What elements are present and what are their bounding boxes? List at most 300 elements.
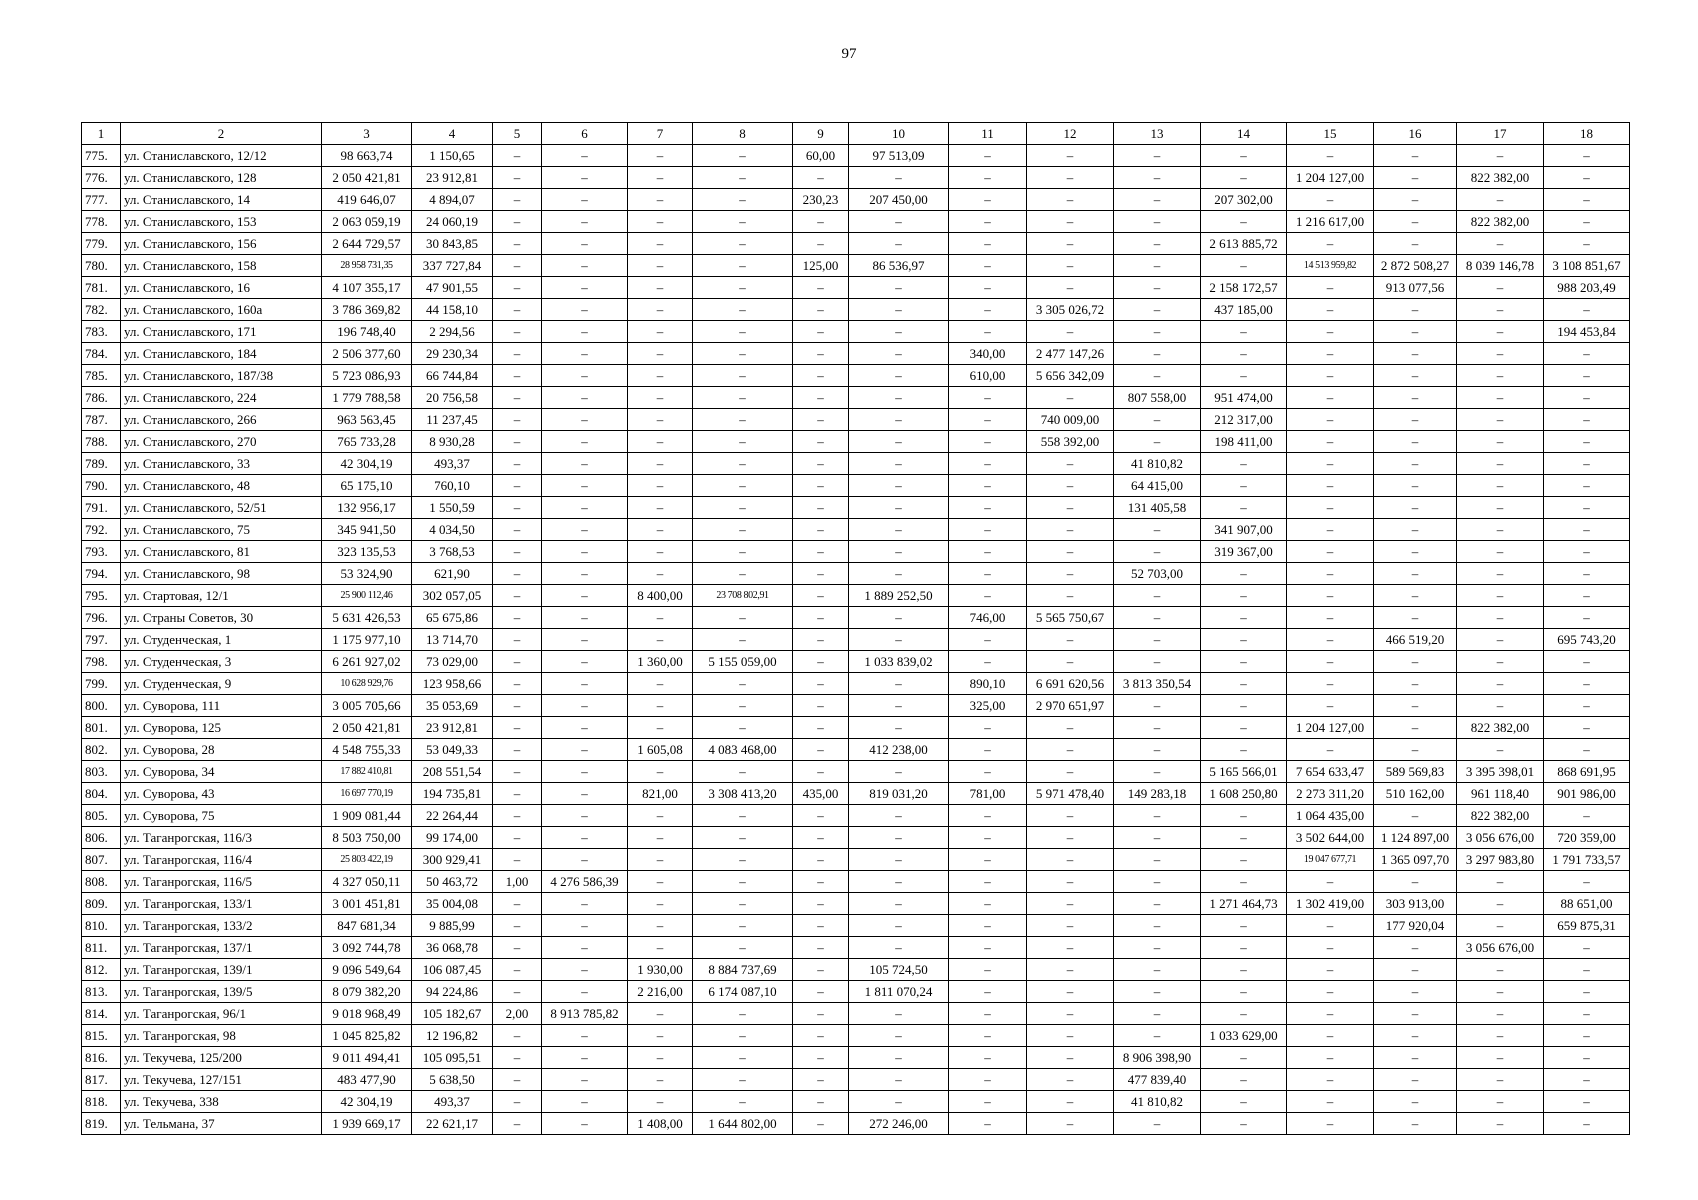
value-cell: – bbox=[1114, 761, 1201, 783]
value-cell: 41 810,82 bbox=[1114, 453, 1201, 475]
value-cell: – bbox=[1544, 651, 1630, 673]
row-number-cell: 800. bbox=[82, 695, 121, 717]
value-cell: – bbox=[493, 849, 542, 871]
value-cell: – bbox=[1114, 607, 1201, 629]
value-cell: 1 889 252,50 bbox=[849, 585, 949, 607]
value-cell: – bbox=[793, 541, 849, 563]
value-cell: – bbox=[542, 783, 628, 805]
value-cell: 2 613 885,72 bbox=[1201, 233, 1287, 255]
value-cell: – bbox=[1374, 453, 1457, 475]
value-cell: – bbox=[1287, 343, 1374, 365]
value-cell: – bbox=[1287, 475, 1374, 497]
value-cell: – bbox=[693, 453, 793, 475]
value-cell: – bbox=[1374, 981, 1457, 1003]
value-cell: – bbox=[493, 497, 542, 519]
value-cell: 99 174,00 bbox=[412, 827, 493, 849]
value-cell: – bbox=[1544, 607, 1630, 629]
value-cell: – bbox=[1027, 475, 1114, 497]
value-cell: – bbox=[949, 431, 1027, 453]
value-cell: – bbox=[1457, 563, 1544, 585]
value-cell: – bbox=[1201, 167, 1287, 189]
value-cell: – bbox=[1544, 189, 1630, 211]
value-cell: – bbox=[949, 541, 1027, 563]
value-cell: – bbox=[628, 673, 693, 695]
value-cell: – bbox=[628, 717, 693, 739]
value-cell: – bbox=[493, 453, 542, 475]
value-cell: – bbox=[1374, 1069, 1457, 1091]
value-cell: – bbox=[1457, 1069, 1544, 1091]
value-cell: – bbox=[693, 145, 793, 167]
value-cell: – bbox=[1287, 431, 1374, 453]
value-cell: 3 786 369,82 bbox=[322, 299, 412, 321]
value-cell: – bbox=[628, 607, 693, 629]
value-cell: 3 502 644,00 bbox=[1287, 827, 1374, 849]
value-cell: 8 400,00 bbox=[628, 585, 693, 607]
value-cell: – bbox=[1544, 211, 1630, 233]
value-cell: 44 158,10 bbox=[412, 299, 493, 321]
address-cell: ул. Станиславского, 187/38 bbox=[121, 365, 322, 387]
value-cell: – bbox=[1457, 409, 1544, 431]
value-cell: – bbox=[693, 1069, 793, 1091]
value-cell: 2 477 147,26 bbox=[1027, 343, 1114, 365]
value-cell: – bbox=[693, 343, 793, 365]
row-number-cell: 813. bbox=[82, 981, 121, 1003]
address-cell: ул. Таганрогская, 98 bbox=[121, 1025, 322, 1047]
value-cell: 3 005 705,66 bbox=[322, 695, 412, 717]
value-cell: – bbox=[493, 211, 542, 233]
value-cell: – bbox=[1201, 739, 1287, 761]
value-cell: – bbox=[1287, 277, 1374, 299]
value-cell: 3 768,53 bbox=[412, 541, 493, 563]
value-cell: – bbox=[1114, 629, 1201, 651]
value-cell: – bbox=[628, 915, 693, 937]
value-cell: – bbox=[1544, 981, 1630, 1003]
value-cell: 9 018 968,49 bbox=[322, 1003, 412, 1025]
value-cell: – bbox=[542, 1047, 628, 1069]
table-row bbox=[82, 937, 1630, 959]
value-cell: 212 317,00 bbox=[1201, 409, 1287, 431]
value-cell: 194 453,84 bbox=[1544, 321, 1630, 343]
address-cell: ул. Станиславского, 156 bbox=[121, 233, 322, 255]
value-cell: – bbox=[1457, 321, 1544, 343]
value-cell: 4 894,07 bbox=[412, 189, 493, 211]
value-cell: – bbox=[493, 431, 542, 453]
value-cell: 60,00 bbox=[793, 145, 849, 167]
value-cell: – bbox=[493, 607, 542, 629]
value-cell: – bbox=[1027, 717, 1114, 739]
value-cell: – bbox=[849, 431, 949, 453]
value-cell: – bbox=[1544, 299, 1630, 321]
value-cell: – bbox=[949, 453, 1027, 475]
value-cell: – bbox=[1457, 497, 1544, 519]
value-cell: 1 204 127,00 bbox=[1287, 167, 1374, 189]
value-cell: – bbox=[949, 563, 1027, 585]
value-cell: 5 971 478,40 bbox=[1027, 783, 1114, 805]
address-cell: ул. Суворова, 28 bbox=[121, 739, 322, 761]
value-cell: – bbox=[542, 849, 628, 871]
value-cell: – bbox=[793, 1025, 849, 1047]
value-cell: – bbox=[1114, 959, 1201, 981]
value-cell: – bbox=[1114, 365, 1201, 387]
value-cell: – bbox=[542, 673, 628, 695]
value-cell: – bbox=[693, 387, 793, 409]
value-cell: 8 930,28 bbox=[412, 431, 493, 453]
value-cell: – bbox=[1544, 739, 1630, 761]
value-cell: – bbox=[849, 321, 949, 343]
value-cell: – bbox=[628, 827, 693, 849]
value-cell: – bbox=[493, 167, 542, 189]
column-header: 15 bbox=[1287, 123, 1374, 145]
value-cell: 5 631 426,53 bbox=[322, 607, 412, 629]
value-cell: – bbox=[1544, 695, 1630, 717]
value-cell: – bbox=[949, 321, 1027, 343]
value-cell: – bbox=[1114, 189, 1201, 211]
value-cell: 106 087,45 bbox=[412, 959, 493, 981]
row-number-cell: 817. bbox=[82, 1069, 121, 1091]
header-row bbox=[82, 123, 1630, 145]
value-cell: – bbox=[693, 849, 793, 871]
address-cell: ул. Станиславского, 270 bbox=[121, 431, 322, 453]
value-cell: – bbox=[1544, 959, 1630, 981]
value-cell: – bbox=[793, 475, 849, 497]
value-cell: – bbox=[793, 827, 849, 849]
value-cell: 1 033 629,00 bbox=[1201, 1025, 1287, 1047]
row-number-cell: 787. bbox=[82, 409, 121, 431]
column-header: 11 bbox=[949, 123, 1027, 145]
value-cell: – bbox=[1374, 475, 1457, 497]
value-cell: – bbox=[493, 321, 542, 343]
value-cell: – bbox=[1374, 673, 1457, 695]
value-cell: – bbox=[493, 761, 542, 783]
value-cell: – bbox=[693, 1091, 793, 1113]
address-cell: ул. Суворова, 75 bbox=[121, 805, 322, 827]
value-cell: – bbox=[628, 761, 693, 783]
value-cell: – bbox=[693, 167, 793, 189]
value-cell: – bbox=[1114, 299, 1201, 321]
value-cell: – bbox=[693, 255, 793, 277]
table-row bbox=[82, 629, 1630, 651]
value-cell: 6 174 087,10 bbox=[693, 981, 793, 1003]
column-header: 5 bbox=[493, 123, 542, 145]
value-cell: – bbox=[693, 607, 793, 629]
value-cell: 493,37 bbox=[412, 453, 493, 475]
value-cell: – bbox=[628, 189, 693, 211]
value-cell: 35 053,69 bbox=[412, 695, 493, 717]
value-cell: – bbox=[1457, 387, 1544, 409]
value-cell: – bbox=[793, 321, 849, 343]
value-cell: – bbox=[1374, 321, 1457, 343]
value-cell: – bbox=[493, 1047, 542, 1069]
value-cell: – bbox=[1027, 1003, 1114, 1025]
table-body bbox=[82, 145, 1630, 1135]
row-number-cell: 785. bbox=[82, 365, 121, 387]
value-cell: – bbox=[849, 497, 949, 519]
value-cell: 610,00 bbox=[949, 365, 1027, 387]
value-cell: – bbox=[793, 299, 849, 321]
address-cell: ул. Станиславского, 184 bbox=[121, 343, 322, 365]
value-cell: – bbox=[693, 409, 793, 431]
value-cell: 1 644 802,00 bbox=[693, 1113, 793, 1135]
table-row bbox=[82, 1047, 1630, 1069]
value-cell: – bbox=[693, 365, 793, 387]
value-cell: 6 691 620,56 bbox=[1027, 673, 1114, 695]
value-cell: – bbox=[693, 541, 793, 563]
value-cell: – bbox=[1374, 1091, 1457, 1113]
value-cell: – bbox=[849, 849, 949, 871]
value-cell: – bbox=[793, 651, 849, 673]
address-cell: ул. Текучева, 125/200 bbox=[121, 1047, 322, 1069]
value-cell: 35 004,08 bbox=[412, 893, 493, 915]
table-row bbox=[82, 607, 1630, 629]
value-cell: 3 001 451,81 bbox=[322, 893, 412, 915]
table-row bbox=[82, 1025, 1630, 1047]
value-cell: – bbox=[1374, 563, 1457, 585]
value-cell: – bbox=[542, 321, 628, 343]
table-row bbox=[82, 1113, 1630, 1135]
value-cell: – bbox=[849, 453, 949, 475]
value-cell: 3 108 851,67 bbox=[1544, 255, 1630, 277]
value-cell: – bbox=[542, 343, 628, 365]
value-cell: – bbox=[1457, 871, 1544, 893]
value-cell: – bbox=[1457, 607, 1544, 629]
value-cell: – bbox=[793, 893, 849, 915]
row-number-cell: 786. bbox=[82, 387, 121, 409]
value-cell: – bbox=[1114, 695, 1201, 717]
address-cell: ул. Суворова, 43 bbox=[121, 783, 322, 805]
column-header: 16 bbox=[1374, 123, 1457, 145]
table-row bbox=[82, 805, 1630, 827]
value-cell: 207 450,00 bbox=[849, 189, 949, 211]
value-cell: 3 813 350,54 bbox=[1114, 673, 1201, 695]
value-cell: – bbox=[793, 1069, 849, 1091]
value-cell: – bbox=[542, 541, 628, 563]
value-cell: 437 185,00 bbox=[1201, 299, 1287, 321]
value-cell: – bbox=[793, 673, 849, 695]
row-number-cell: 793. bbox=[82, 541, 121, 563]
value-cell: 2 506 377,60 bbox=[322, 343, 412, 365]
value-cell: – bbox=[1374, 299, 1457, 321]
row-number-cell: 818. bbox=[82, 1091, 121, 1113]
value-cell: – bbox=[1374, 695, 1457, 717]
row-number-cell: 798. bbox=[82, 651, 121, 673]
value-cell: – bbox=[628, 299, 693, 321]
value-cell: – bbox=[1287, 607, 1374, 629]
table-row bbox=[82, 211, 1630, 233]
table-row bbox=[82, 1003, 1630, 1025]
value-cell: – bbox=[1374, 585, 1457, 607]
value-cell: 1 271 464,73 bbox=[1201, 893, 1287, 915]
value-cell: – bbox=[628, 805, 693, 827]
value-cell: – bbox=[849, 695, 949, 717]
value-cell: 52 703,00 bbox=[1114, 563, 1201, 585]
value-cell: – bbox=[1374, 431, 1457, 453]
value-cell: – bbox=[1457, 431, 1544, 453]
value-cell: 822 382,00 bbox=[1457, 717, 1544, 739]
value-cell: – bbox=[1457, 145, 1544, 167]
column-header: 10 bbox=[849, 123, 949, 145]
value-cell: – bbox=[1374, 409, 1457, 431]
value-cell: – bbox=[628, 1069, 693, 1091]
value-cell: 302 057,05 bbox=[412, 585, 493, 607]
value-cell: – bbox=[1287, 871, 1374, 893]
value-cell: – bbox=[693, 475, 793, 497]
value-cell: – bbox=[493, 277, 542, 299]
address-cell: ул. Таганрогская, 116/3 bbox=[121, 827, 322, 849]
value-cell: – bbox=[1457, 299, 1544, 321]
value-cell: 2 970 651,97 bbox=[1027, 695, 1114, 717]
value-cell: 50 463,72 bbox=[412, 871, 493, 893]
value-cell: – bbox=[793, 497, 849, 519]
value-cell: – bbox=[1027, 145, 1114, 167]
value-cell: – bbox=[949, 277, 1027, 299]
value-cell: – bbox=[542, 255, 628, 277]
value-cell: 4 548 755,33 bbox=[322, 739, 412, 761]
row-number-cell: 819. bbox=[82, 1113, 121, 1135]
value-cell: – bbox=[1544, 409, 1630, 431]
value-cell: 323 135,53 bbox=[322, 541, 412, 563]
row-number-cell: 812. bbox=[82, 959, 121, 981]
value-cell: – bbox=[1374, 343, 1457, 365]
value-cell: – bbox=[1114, 145, 1201, 167]
value-cell: – bbox=[1114, 321, 1201, 343]
value-cell: 8 913 785,82 bbox=[542, 1003, 628, 1025]
value-cell: – bbox=[793, 871, 849, 893]
value-cell: 2 063 059,19 bbox=[322, 211, 412, 233]
value-cell: – bbox=[1287, 1113, 1374, 1135]
value-cell: – bbox=[849, 937, 949, 959]
value-cell: – bbox=[949, 387, 1027, 409]
value-cell: – bbox=[793, 453, 849, 475]
value-cell: – bbox=[1027, 651, 1114, 673]
value-cell: – bbox=[693, 937, 793, 959]
value-cell: – bbox=[949, 893, 1027, 915]
value-cell: – bbox=[1374, 607, 1457, 629]
value-cell: – bbox=[693, 871, 793, 893]
value-cell: 23 912,81 bbox=[412, 717, 493, 739]
value-cell: 272 246,00 bbox=[849, 1113, 949, 1135]
value-cell: – bbox=[1114, 849, 1201, 871]
value-cell: – bbox=[793, 629, 849, 651]
value-cell: – bbox=[1544, 519, 1630, 541]
address-cell: ул. Таганрогская, 139/1 bbox=[121, 959, 322, 981]
value-cell: – bbox=[1374, 717, 1457, 739]
value-cell: – bbox=[949, 849, 1027, 871]
value-cell: – bbox=[1457, 673, 1544, 695]
value-cell: – bbox=[542, 387, 628, 409]
value-cell: – bbox=[542, 651, 628, 673]
value-cell: 9 011 494,41 bbox=[322, 1047, 412, 1069]
value-cell: 8 039 146,78 bbox=[1457, 255, 1544, 277]
table-row bbox=[82, 519, 1630, 541]
value-cell: 7 654 633,47 bbox=[1287, 761, 1374, 783]
value-cell: – bbox=[949, 189, 1027, 211]
table-row bbox=[82, 761, 1630, 783]
value-cell: 194 735,81 bbox=[412, 783, 493, 805]
column-header: 2 bbox=[121, 123, 322, 145]
value-cell: – bbox=[493, 409, 542, 431]
value-cell: – bbox=[1201, 321, 1287, 343]
value-cell: – bbox=[628, 277, 693, 299]
value-cell: 2 050 421,81 bbox=[322, 717, 412, 739]
value-cell: – bbox=[1287, 453, 1374, 475]
column-header: 14 bbox=[1201, 123, 1287, 145]
value-cell: – bbox=[1201, 563, 1287, 585]
value-cell: – bbox=[1114, 827, 1201, 849]
row-number-cell: 802. bbox=[82, 739, 121, 761]
value-cell: – bbox=[1287, 189, 1374, 211]
value-cell: 760,10 bbox=[412, 475, 493, 497]
value-cell: – bbox=[1027, 541, 1114, 563]
value-cell: – bbox=[1374, 145, 1457, 167]
row-number-cell: 807. bbox=[82, 849, 121, 871]
value-cell: – bbox=[1374, 189, 1457, 211]
value-cell: 325,00 bbox=[949, 695, 1027, 717]
value-cell: – bbox=[1027, 563, 1114, 585]
value-cell: – bbox=[1287, 695, 1374, 717]
value-cell: 4 034,50 bbox=[412, 519, 493, 541]
address-cell: ул. Студенческая, 3 bbox=[121, 651, 322, 673]
value-cell: – bbox=[949, 475, 1027, 497]
value-cell: – bbox=[542, 277, 628, 299]
value-cell: – bbox=[1457, 981, 1544, 1003]
value-cell: 3 092 744,78 bbox=[322, 937, 412, 959]
value-cell: – bbox=[628, 233, 693, 255]
value-cell: – bbox=[1287, 321, 1374, 343]
value-cell: – bbox=[793, 167, 849, 189]
value-cell: – bbox=[1374, 651, 1457, 673]
value-cell: – bbox=[949, 1113, 1027, 1135]
row-number-cell: 816. bbox=[82, 1047, 121, 1069]
row-number-cell: 796. bbox=[82, 607, 121, 629]
value-cell: – bbox=[793, 805, 849, 827]
value-cell: – bbox=[1457, 585, 1544, 607]
value-cell: – bbox=[493, 563, 542, 585]
address-cell: ул. Таганрогская, 137/1 bbox=[121, 937, 322, 959]
value-cell: – bbox=[1201, 805, 1287, 827]
table-row bbox=[82, 277, 1630, 299]
value-cell: 19 047 677,71 bbox=[1287, 849, 1374, 871]
row-number-cell: 777. bbox=[82, 189, 121, 211]
value-cell: – bbox=[1544, 1113, 1630, 1135]
table-row bbox=[82, 563, 1630, 585]
value-cell: – bbox=[693, 431, 793, 453]
value-cell: – bbox=[949, 1047, 1027, 1069]
value-cell: – bbox=[542, 497, 628, 519]
value-cell: – bbox=[1544, 1091, 1630, 1113]
value-cell: – bbox=[1544, 1025, 1630, 1047]
value-cell: 65 175,10 bbox=[322, 475, 412, 497]
table-row bbox=[82, 981, 1630, 1003]
column-header: 8 bbox=[693, 123, 793, 145]
value-cell: – bbox=[1287, 585, 1374, 607]
table-row bbox=[82, 475, 1630, 497]
value-cell: – bbox=[493, 915, 542, 937]
value-cell: – bbox=[849, 563, 949, 585]
value-cell: – bbox=[493, 343, 542, 365]
value-cell: – bbox=[1374, 211, 1457, 233]
column-header: 6 bbox=[542, 123, 628, 145]
table-row bbox=[82, 321, 1630, 343]
value-cell: – bbox=[1374, 497, 1457, 519]
address-cell: ул. Станиславского, 16 bbox=[121, 277, 322, 299]
value-cell: – bbox=[493, 255, 542, 277]
value-cell: – bbox=[493, 893, 542, 915]
value-cell: 466 519,20 bbox=[1374, 629, 1457, 651]
value-cell: – bbox=[493, 783, 542, 805]
value-cell: 42 304,19 bbox=[322, 453, 412, 475]
value-cell: – bbox=[793, 365, 849, 387]
column-header: 18 bbox=[1544, 123, 1630, 145]
